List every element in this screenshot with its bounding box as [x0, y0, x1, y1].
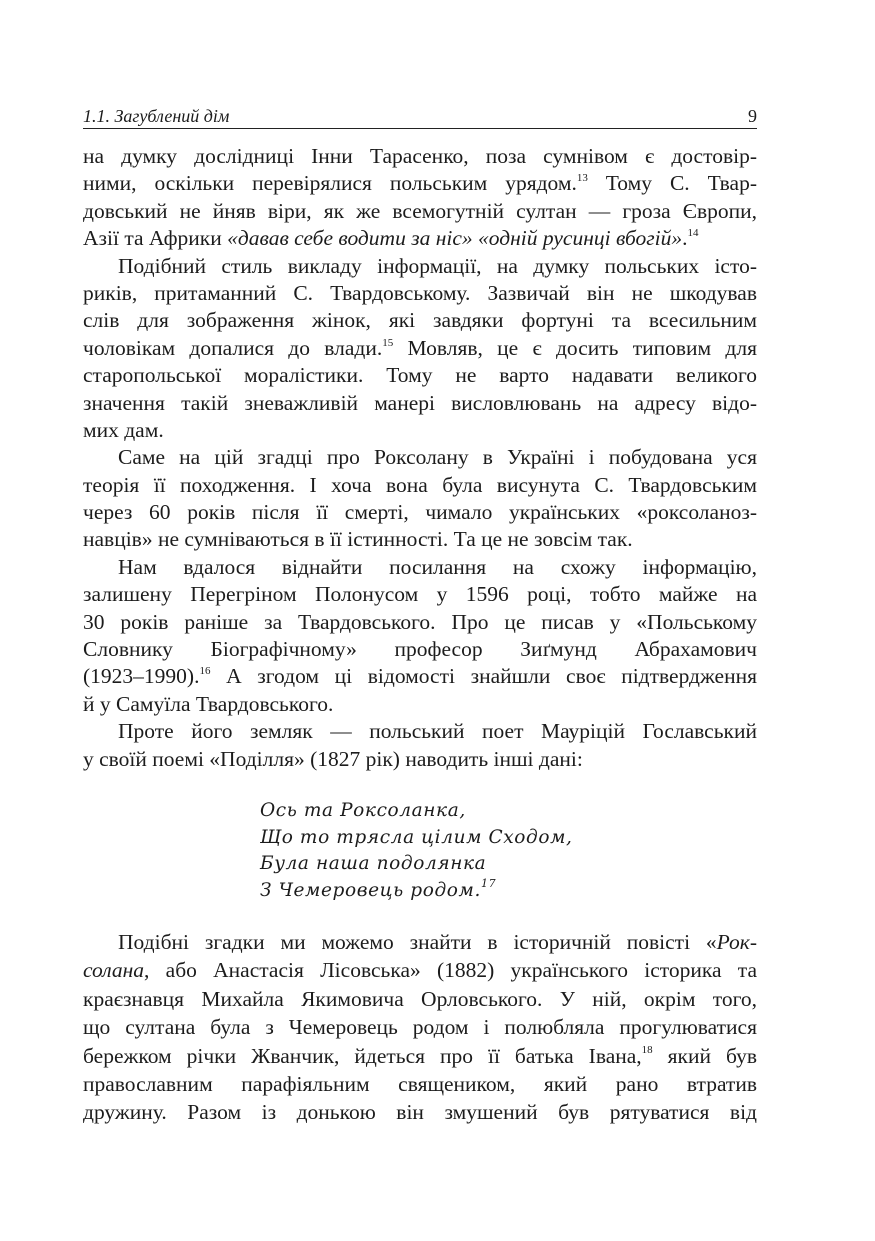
verse-quote: [260, 798, 573, 904]
text-line: чоловікам допалися до влади.$^{15}$ Мовляв, це є досить типовим для: [83, 335, 757, 360]
text-line: залишену Перегріном Полонусом у 1596 році, тобто майже на: [83, 582, 757, 607]
footnote-ref[interactable]: 17: [480, 877, 497, 891]
text-line: значення такій зневажливій манері висловлювань на адресу відо-: [83, 390, 757, 415]
text-line: навців» не сумніваються в її істинності. Та це не зовсім так.: [83, 527, 633, 552]
text-line: через 60 років після її смерті, чимало українських «роксоланоз-: [83, 500, 757, 525]
text-line: ними, оскільки перевірялися польським урядом.$^{13}$ Тому С. Твар-: [83, 171, 757, 196]
text-line: солана, або Анастасія Лісовська» (1882) українського історика та: [83, 958, 757, 983]
verse-line: Що то трясла цілим Сходом,: [260, 826, 573, 848]
text-line: Саме на цій згадці про Роксолану в Україні і побудована уся: [118, 445, 757, 470]
text-line: бережком річки Жванчик, йдеться про її батька Івана,$^{18}$ який був: [83, 1043, 757, 1068]
text-line: й у Самуїла Твардовського.: [83, 691, 334, 716]
page-number: 9: [748, 106, 757, 126]
text-line: на думку дослідниці Інни Тарасенко, поза сумнівом є достовір-: [83, 144, 757, 168]
text-line: довський не йняв віри, як же всемогутній султан — гроза Європи,: [83, 198, 757, 223]
text-line: Проте його земляк — польський поет Мауріцій Гославський: [118, 719, 757, 744]
verse-line: Ось та Роксоланка,: [260, 800, 466, 821]
main-text-upper: [83, 143, 757, 773]
text-line: риків, притаманний С. Твардовському. Зазвичай він не шкодував: [83, 280, 757, 305]
running-header: [83, 104, 757, 129]
text-line: краєзнавця Михайла Якимовича Орловського. У ній, окрім того,: [83, 986, 757, 1011]
main-text-lower: [83, 928, 757, 1127]
text-line: дружину. Разом із донькою він змушений був рятуватися від: [83, 1100, 757, 1125]
text-line: мих дам.: [83, 417, 164, 442]
text-line: Азії та Африки «давав себе водити за ніс» «одній русинці вбогій».$^{14}$: [83, 226, 699, 251]
verse-line: Була наша подолянка: [260, 853, 487, 874]
section-title: 1.1. Загублений дім: [83, 106, 230, 126]
footnote-ref[interactable]: 16: [199, 665, 211, 678]
text-line: Подібні згадки ми можемо знайти в історичній повісті «Рок-: [118, 930, 757, 954]
text-line: старопольської моралістики. Тому не варто надавати великого: [83, 363, 757, 388]
text-line: слів для зображення жінок, які завдяки фортуні та всесильним: [83, 308, 757, 333]
verse-line: З Чемеровець родом.$^{17}$: [260, 877, 497, 901]
text-line: Нам вдалося віднайти посилання на схожу інформацію,: [118, 554, 757, 579]
text-line: Словнику Біографічному» професор Зиґмунд Абрахамович: [83, 637, 757, 662]
footnote-ref[interactable]: 13: [576, 172, 588, 185]
text-line: теорія її походження. І хоча вона була висунута С. Твардовським: [83, 472, 757, 497]
text-line: що султана була з Чемеровець родом і полюбляла прогулюватися: [83, 1015, 757, 1040]
footnote-ref[interactable]: 18: [641, 1044, 653, 1057]
text-line: 30 років раніше за Твардовського. Про це писав у «Польському: [83, 609, 757, 634]
text-line: Подібний стиль викладу інформації, на думку польських істо-: [118, 253, 757, 278]
text-line: у своїй поемі «Поділля» (1827 рік) наводить інші дані:: [83, 746, 583, 771]
text-line: православним парафіяльним священиком, який рано втратив: [83, 1071, 757, 1096]
footnote-ref[interactable]: 14: [687, 227, 699, 240]
text-line: (1923–1990).$^{16}$ А згодом ці відомості знайшли своє підтвердження: [83, 664, 757, 689]
footnote-ref[interactable]: 15: [382, 336, 394, 349]
